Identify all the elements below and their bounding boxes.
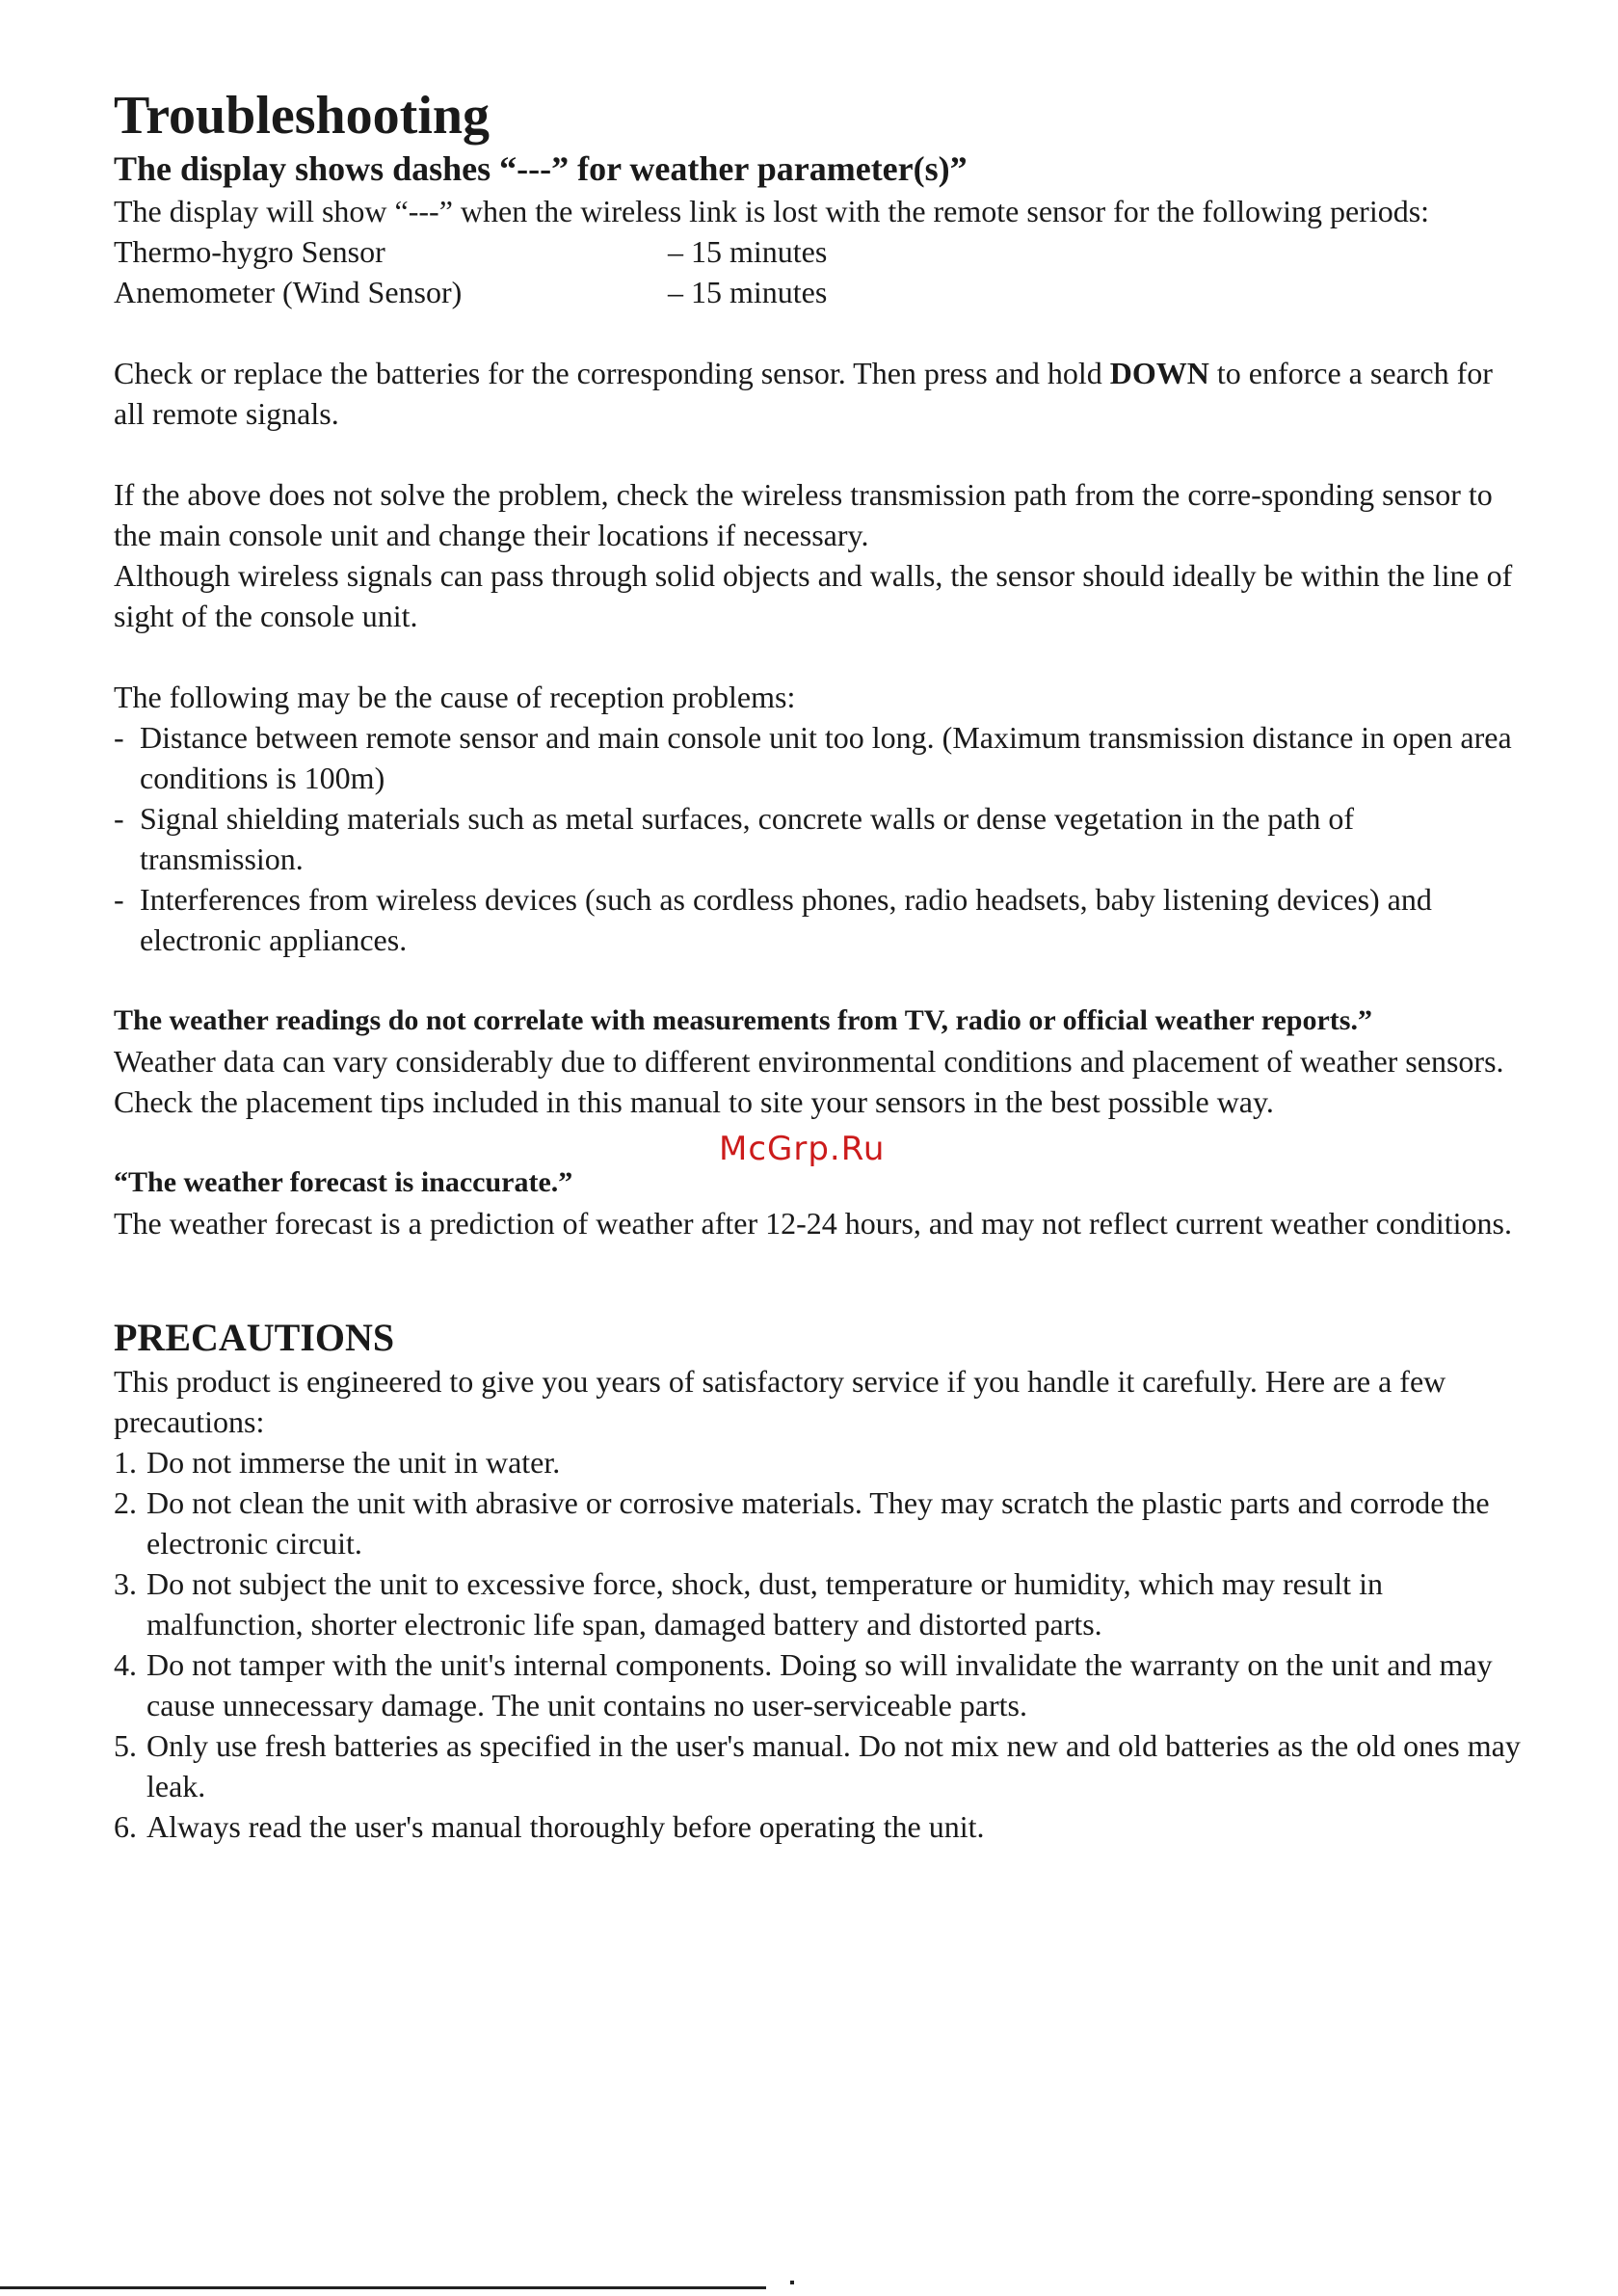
check-batteries-text: Check or replace the batteries for the corresponding sensor. Then press and hold DOWN to enforce a search for all remote signals.: [114, 356, 1493, 431]
readings-text: Weather data can vary considerably due to different environmental conditions and placement of weather sensors.: [114, 1044, 1504, 1079]
list-item: 2. Do not clean the unit with abrasive or corrosive materials. They may scratch the plastic parts and corrode the electronic circuit.: [114, 1485, 1490, 1561]
list-item: 5. Only use fresh batteries as specified in the user's manual. Do not mix new and old batteries as the old ones may leak.: [114, 1728, 1521, 1803]
forecast-heading: “The weather forecast is inaccurate.”: [114, 1166, 573, 1198]
list-item: - Signal shielding materials such as metal surfaces, concrete walls or dense vegetation in the path of transmission.: [114, 798, 1521, 879]
list-item: 6. Always read the user's manual thoroughly before operating the unit.: [114, 1809, 985, 1844]
footer-mark: [790, 2281, 794, 2284]
sensor-row: [114, 272, 1521, 312]
sensor-period: – 15 minutes: [668, 234, 828, 269]
list-item: - Interferences from wireless devices (such as cordless phones, radio headsets, baby listening devices) and electronic appliances.: [114, 879, 1521, 960]
page-title: Troubleshooting: [114, 86, 491, 146]
line-of-sight-text: Although wireless signals can pass through solid objects and walls, the sensor should ideally be within the line of sight of the console unit.: [114, 558, 1513, 633]
sensor-name: Anemometer (Wind Sensor): [114, 275, 463, 309]
sensor-name: Thermo-hygro Sensor: [114, 234, 385, 269]
causes-intro: The following may be the cause of reception problems:: [114, 680, 796, 714]
watermark-text: McGrp.Ru: [719, 1130, 886, 1168]
precautions-intro: This product is engineered to give you years of satisfactory service if you handle it carefully. Here are a few precautions:: [114, 1364, 1446, 1439]
causes-list: [114, 717, 1521, 960]
precautions-heading: PRECAUTIONS: [114, 1316, 395, 1359]
footer-divider: [0, 2286, 766, 2289]
document-page: [114, 85, 1521, 1847]
list-item: 4. Do not tamper with the unit's internal components. Doing so will invalidate the warranty on the unit and may cause unnecessary damage. The unit contains no user-serviceable parts.: [114, 1647, 1493, 1722]
list-item: - Distance between remote sensor and main console unit too long. (Maximum transmission distance in open area conditions is 100m): [114, 717, 1521, 798]
placement-tips-text: Check the placement tips included in this manual to site your sensors in the best possible way.: [114, 1084, 1274, 1119]
sensor-period: – 15 minutes: [668, 275, 828, 309]
readings-heading: The weather readings do not correlate with measurements from TV, radio or official weather reports.”: [114, 1004, 1372, 1036]
dashes-heading: The display shows dashes “---” for weather parameter(s)”: [114, 149, 968, 188]
precautions-list: [114, 1442, 1521, 1847]
sensor-row: [114, 231, 1521, 272]
list-item: 3. Do not subject the unit to excessive force, shock, dust, temperature or humidity, which may result in malfunction, shorter electronic life span, damaged battery and distorted parts.: [114, 1566, 1383, 1642]
down-key-label: DOWN: [1109, 356, 1209, 390]
transmission-path-text: If the above does not solve the problem, check the wireless transmission path from the corre-sponding sensor to the main console unit and change their locations if necessary.: [114, 477, 1493, 552]
list-item: 1. Do not immerse the unit in water.: [114, 1445, 561, 1480]
dashes-intro: The display will show “---” when the wireless link is lost with the remote sensor for the following periods:: [114, 194, 1430, 228]
forecast-text: The weather forecast is a prediction of weather after 12-24 hours, and may not reflect current weather conditions.: [114, 1206, 1512, 1241]
